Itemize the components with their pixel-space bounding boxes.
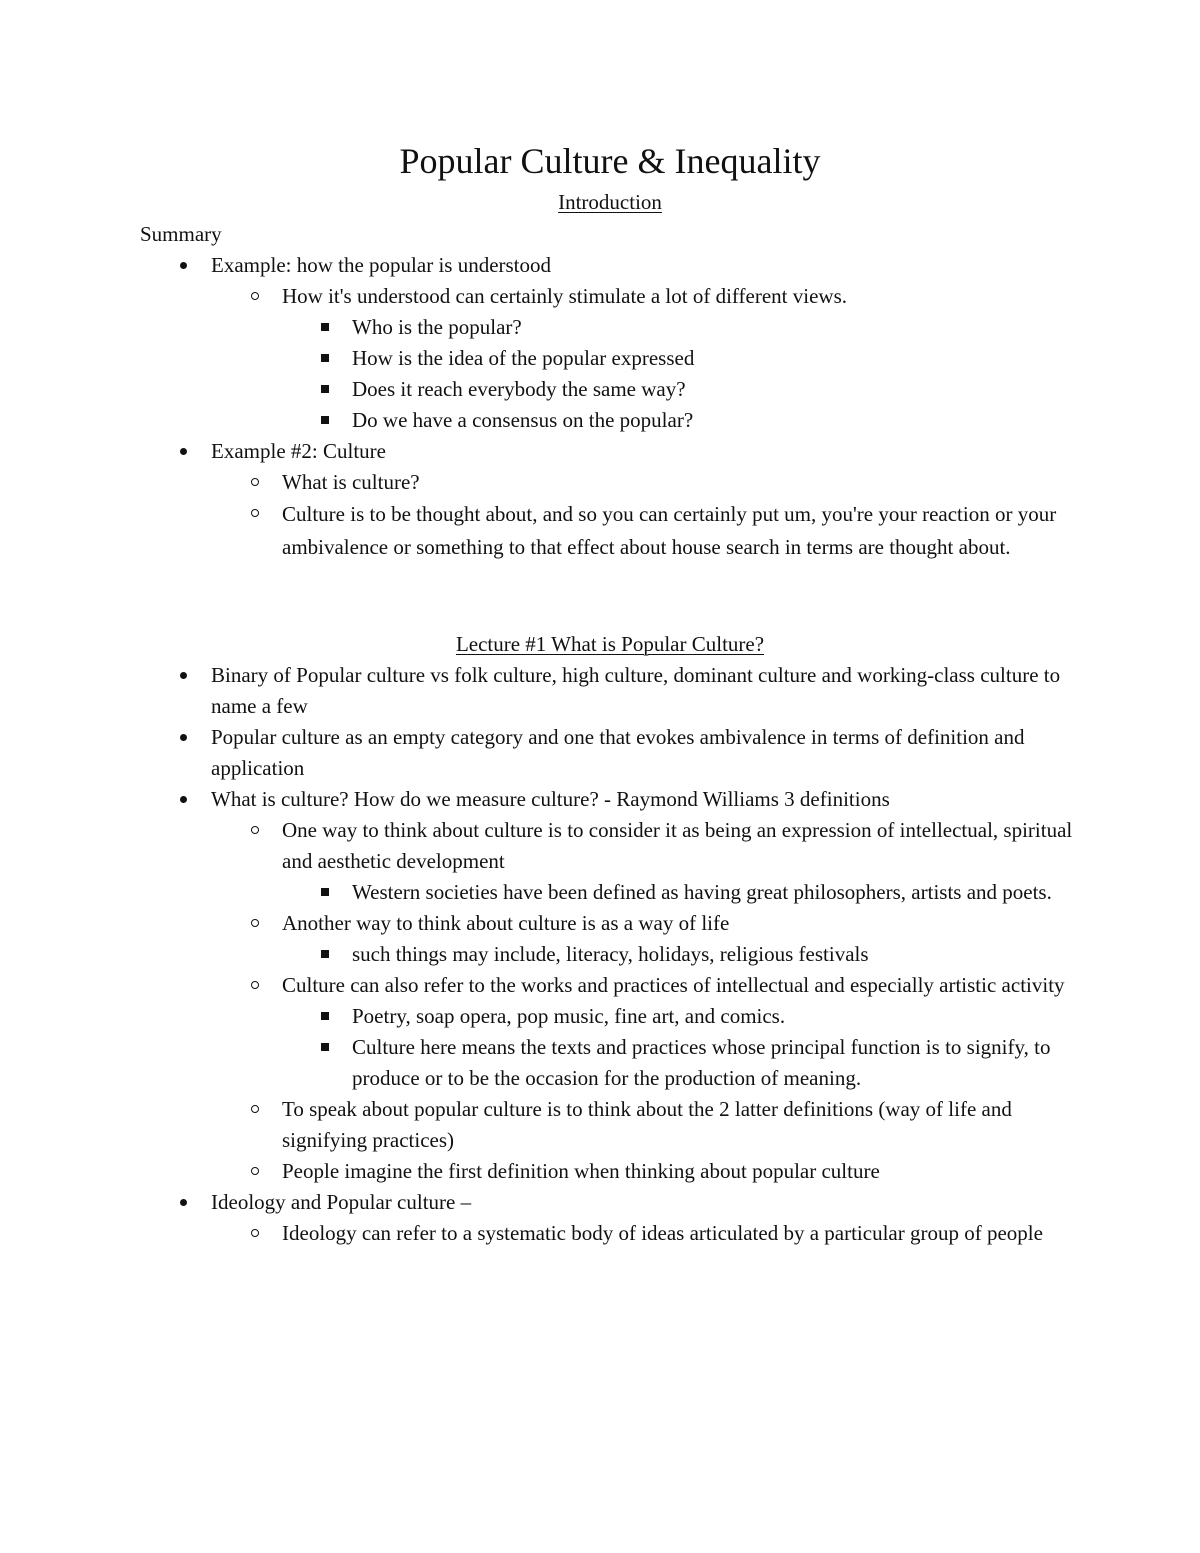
list-item: Culture can also refer to the works and practices of intellectual and especially artistic activity xyxy=(140,970,1080,1001)
list-item: Ideology can refer to a systematic body of ideas articulated by a particular group of people xyxy=(140,1218,1080,1249)
list-item: Culture is to be thought about, and so you can certainly put um, you're your reaction or your ambivalence or something to that effect about house search in terms are thought about. xyxy=(140,498,1080,564)
list-item: Another way to think about culture is as a way of life xyxy=(140,908,1080,939)
list-item: Does it reach everybody the same way? xyxy=(140,374,1080,405)
list-item: Do we have a consensus on the popular? xyxy=(140,405,1080,436)
list-item: Popular culture as an empty category and one that evokes ambivalence in terms of definition and application xyxy=(140,722,1080,784)
lecture-list xyxy=(140,660,1080,1249)
introduction-list xyxy=(140,250,1080,564)
list-item: What is culture? How do we measure culture? - Raymond Williams 3 definitions xyxy=(140,784,1080,815)
list-item: Binary of Popular culture vs folk culture, high culture, dominant culture and working-class culture to name a few xyxy=(140,660,1080,722)
document-title: Popular Culture & Inequality xyxy=(399,141,821,181)
list-item: How is the idea of the popular expressed xyxy=(140,343,1080,374)
list-item: Culture here means the texts and practices whose principal function is to signify, to produce or to be the occasion for the production of meaning. xyxy=(140,1032,1080,1094)
list-item: Western societies have been defined as having great philosophers, artists and poets. xyxy=(140,877,1080,908)
list-item: Poetry, soap opera, pop music, fine art, and comics. xyxy=(140,1001,1080,1032)
list-item: People imagine the first definition when thinking about popular culture xyxy=(140,1156,1080,1187)
list-item: Example: how the popular is understood xyxy=(140,250,1080,281)
list-item: Example #2: Culture xyxy=(140,436,1080,467)
summary-label: Summary xyxy=(140,222,222,246)
list-item: How it's understood can certainly stimulate a lot of different views. xyxy=(140,281,1080,312)
introduction-heading: Introduction xyxy=(558,190,662,214)
list-item: Ideology and Popular culture – xyxy=(140,1187,1080,1218)
section-gap xyxy=(140,564,1080,628)
list-item: One way to think about culture is to consider it as being an expression of intellectual, spiritual and aesthetic development xyxy=(140,815,1080,877)
list-item: What is culture? xyxy=(140,467,1080,498)
list-item: such things may include, literacy, holidays, religious festivals xyxy=(140,939,1080,970)
list-item: Who is the popular? xyxy=(140,312,1080,343)
list-item: To speak about popular culture is to think about the 2 latter definitions (way of life and signifying practices) xyxy=(140,1094,1080,1156)
lecture-heading: Lecture #1 What is Popular Culture? xyxy=(455,632,765,656)
